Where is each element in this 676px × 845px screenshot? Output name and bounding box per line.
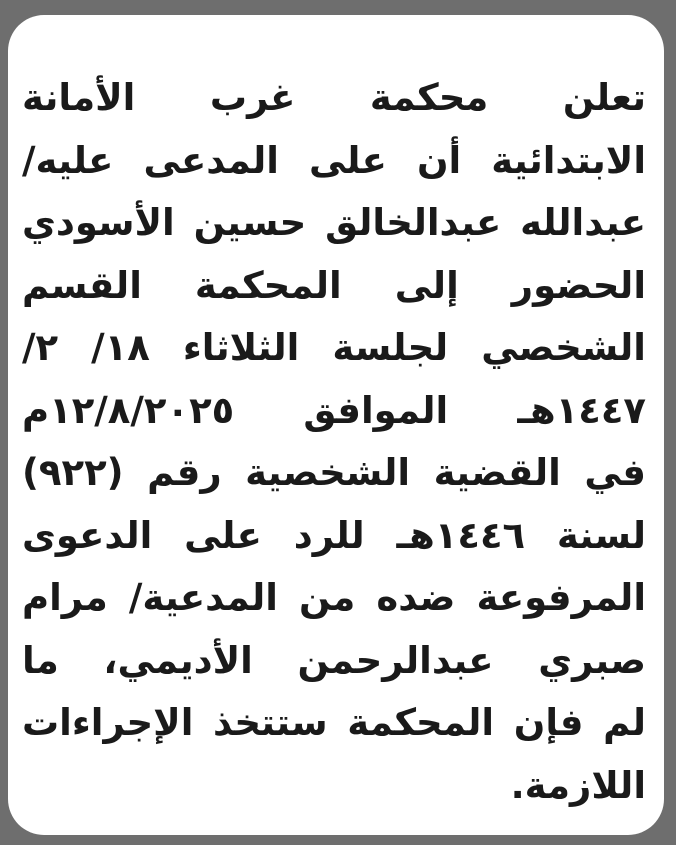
notice-line: في القضية الشخصية رقم (٩٢٢) [22, 451, 646, 494]
notice-line: الابتدائية أن على المدعى عليه/ [22, 138, 646, 182]
notice-line: ١٤٤٧هـ الموافق ١٢/٨/٢٠٢٥م [22, 388, 646, 432]
notice-line: المرفوعة ضده من المدعية/ مرام [22, 576, 646, 619]
notice-line: الشخصي لجلسة الثلاثاء ١٨/ ٢/ [22, 326, 646, 369]
notice-text [22, 67, 646, 817]
notice-line: تعلن محكمة غرب الأمانة [22, 76, 646, 119]
notice-line: الحضور إلى المحكمة القسم [22, 263, 646, 307]
notice-line: لسنة ١٤٤٦هـ للرد على الدعوى [22, 513, 646, 557]
notice-line: اللازمة. [510, 763, 646, 807]
notice-card [8, 15, 664, 835]
notice-line: عبدالله عبدالخالق حسين الأسودي [22, 201, 646, 244]
notice-line: لم فإن المحكمة ستتخذ الإجراءات [22, 701, 646, 744]
notice-line: صبري عبدالرحمن الأديمي، ما [22, 638, 646, 682]
